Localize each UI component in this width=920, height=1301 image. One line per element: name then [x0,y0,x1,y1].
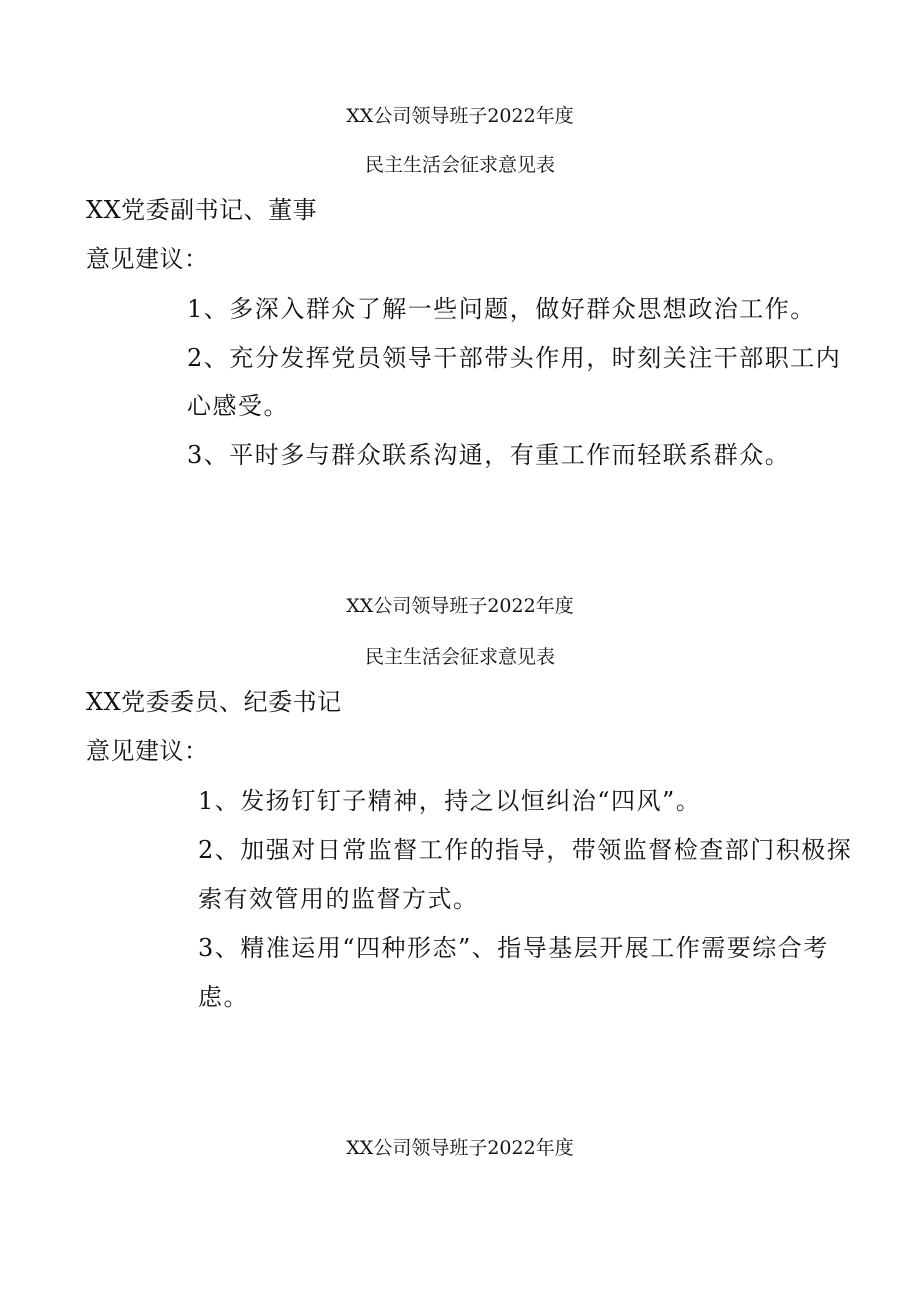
section-1-title-line-1: XX公司领导班子2022年度 [346,105,574,127]
section-2-item-2-cont: 索有效管用的监督方式。 [198,885,479,913]
section-2-item-2: 2、加强对日常监督工作的指导，带领监督检查部门积极探 [198,836,853,864]
section-1-person: XX党委副书记、董事 [86,196,318,224]
section-2-label: 意见建议： [86,737,209,765]
section-2-item-3-cont: 虑。 [198,983,249,1011]
section-2-item-1: 1、发扬钉钉子精神，持之以恒纠治“四风”。 [198,787,702,815]
section-1-title-line-2: 民主生活会征求意见表 [364,154,555,176]
section-2-person: XX党委委员、纪委书记 [86,688,342,716]
section-2-item-3: 3、精准运用“四种形态”、指导基层开展工作需要综合考 [198,934,829,962]
section-1-item-2: 2、充分发挥党员领导干部带头作用，时刻关注干部职工内 [187,344,842,372]
section-1-item-2-cont: 心感受。 [187,392,289,420]
section-3-title-line-1: XX公司领导班子2022年度 [346,1137,574,1159]
section-1-label: 意见建议： [86,245,209,273]
section-1-item-1: 1、多深入群众了解一些问题，做好群众思想政治工作。 [187,295,816,323]
section-2-title-line-2: 民主生活会征求意见表 [364,646,555,668]
section-2-title-line-1: XX公司领导班子2022年度 [346,595,574,617]
section-1-item-3: 3、平时多与群众联系沟通，有重工作而轻联系群众。 [187,441,791,469]
